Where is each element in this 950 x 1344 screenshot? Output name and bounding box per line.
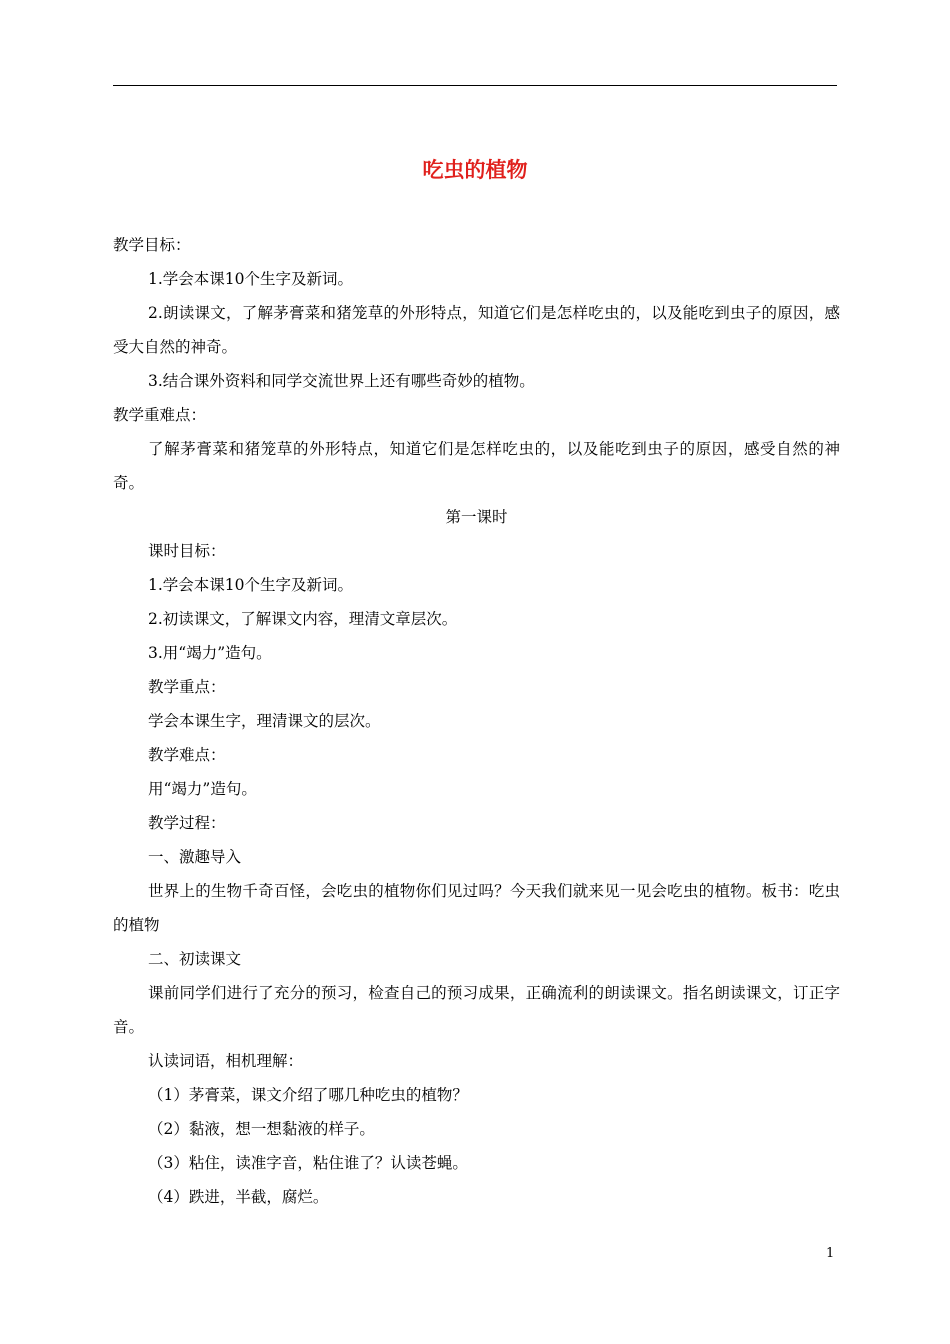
list-item: （2）黏液，想一想黏液的样子。	[148, 1120, 375, 1138]
paragraph: 1.学会本课10个生字及新词。	[148, 576, 354, 594]
list-item: （4）跌进，半截，腐烂。	[148, 1188, 329, 1206]
paragraph: 课前同学们进行了充分的预习，检查自己的预习成果，正确流利的朗读课文。指名朗读课文，订正字音。	[113, 984, 840, 1036]
paragraph: 学会本课生字，理清课文的层次。	[148, 712, 381, 730]
list-item: （1）茅膏菜，课文介绍了哪几种吃虫的植物？	[148, 1086, 468, 1104]
paragraph: 2.初读课文，了解课文内容，理清文章层次。	[148, 610, 458, 628]
paragraph: 教学重难点：	[113, 406, 207, 424]
paragraph: 认读词语，相机理解：	[148, 1052, 304, 1070]
paragraph: 3.用“竭力”造句。	[148, 644, 272, 662]
list-item: （3）粘住，读准字音，粘住谁了？认读苍蝇。	[148, 1154, 468, 1172]
document-title: 吃虫的植物	[422, 158, 528, 182]
paragraph: 3.结合课外资料和同学交流世界上还有哪些奇妙的植物。	[148, 372, 535, 390]
paragraph: 世界上的生物千奇百怪，会吃虫的植物你们见过吗？今天我们就来见一见会吃虫的植物。板书：吃虫的植物	[113, 882, 840, 934]
paragraph: 了解茅膏菜和猪笼草的外形特点，知道它们是怎样吃虫的，以及能吃到虫子的原因，感受自然的神奇。	[113, 440, 840, 492]
page-number: 1	[826, 1246, 835, 1261]
paragraph: 二、初读课文	[148, 950, 242, 968]
paragraph: 一、激趣导入	[148, 848, 242, 866]
paragraph: 教学过程：	[148, 814, 226, 832]
paragraph: 1.学会本课10个生字及新词。	[148, 270, 354, 288]
paragraph: 教学目标：	[113, 236, 191, 254]
paragraph: 教学重点：	[148, 678, 226, 696]
paragraph: 教学难点：	[148, 746, 226, 764]
paragraph: 2.朗读课文，了解茅膏菜和猪笼草的外形特点，知道它们是怎样吃虫的，以及能吃到虫子的原因，感受大自然的神奇。	[113, 304, 840, 356]
paragraph: 课时目标：	[148, 542, 226, 560]
section-heading: 第一课时	[445, 508, 508, 526]
header-rule	[113, 85, 837, 86]
paragraph: 用“竭力”造句。	[148, 780, 257, 798]
document-body	[113, 228, 840, 1214]
